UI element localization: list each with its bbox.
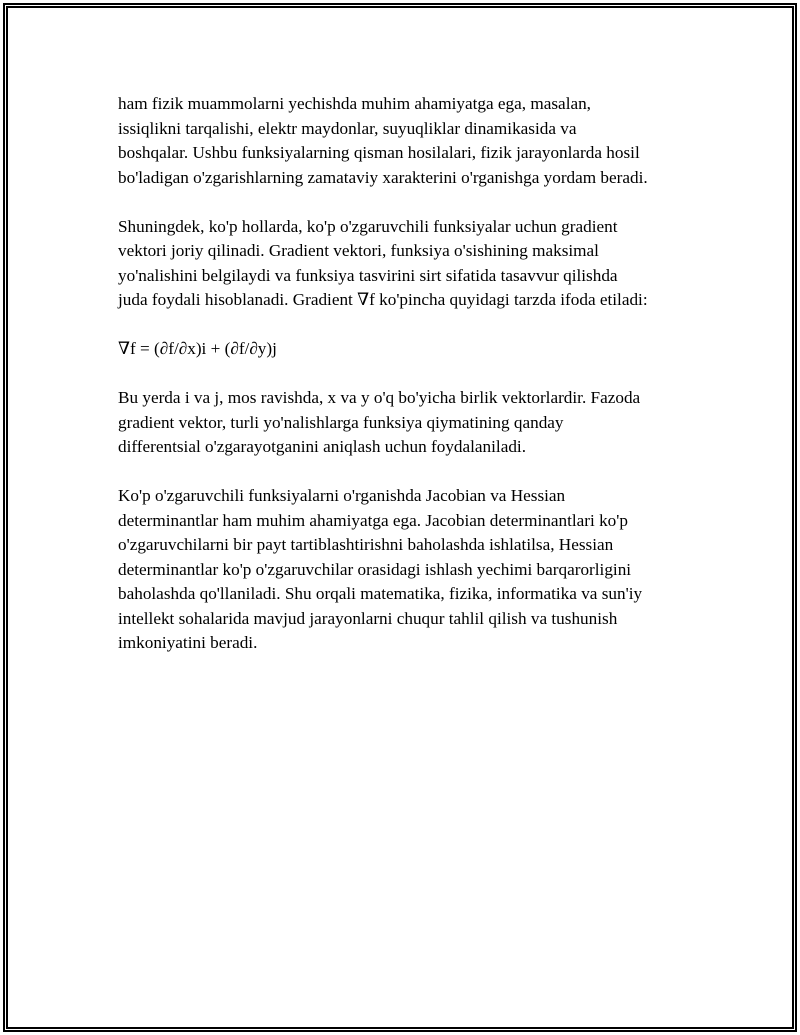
document-body <box>118 92 698 680</box>
paragraph-gradient-intro: Shuningdek, ko'p hollarda, ko'p o'zgaruvchili funksiyalar uchun gradient vektori joriy qilinadi. Gradient vektori, funksiya o'sishining maksimal yo'nalishini belgilaydi va funksiya tasvirini sirt sifatida tasavvur qilishda juda foydali hisoblanadi. Gradient ∇f ko'pincha quyidagi tarzda ifoda etiladi: <box>118 216 648 309</box>
paragraph-partial-derivatives-applications: ham fizik muammolarni yechishda muhim ahamiyatga ega, masalan, issiqlikni tarqalishi, elektr maydonlar, suyuqliklar dinamikasida va boshqalar. Ushbu funksiyalarning qisman hosilalari, fizik jarayonlarda hosil bo'ladigan o'zgarishlarning zamataviy xarakterini o'rganishga yordam beradi. <box>118 94 648 187</box>
gradient-formula: ∇f = (∂f/∂x)i + (∂f/∂y)j <box>118 339 277 358</box>
paragraph-jacobian-hessian: Ko'p o'zgaruvchili funksiyalarni o'rganishda Jacobian va Hessian determinantlar ham muhim ahamiyatga ega. Jacobian determinantlari ko'p o'zgaruvchilarni bir payt tartiblashtirishni baholashda ishlatilsa, Hessian determinantlar ko'p o'zgaruvchilar orasidagi ishlash yechimi barqarorligini baholashda qo'llaniladi. Shu orqali matematika, fizika, informatika va sun'iy intellekt sohalarida mavjud jarayonlarni chuqur tahlil qilish va tushunish imkoniyatini beradi. <box>118 486 643 652</box>
paragraph-unit-vectors: Bu yerda i va j, mos ravishda, x va y o'q bo'yicha birlik vektorlardir. Fazoda gradient vektor, turli yo'nalishlarga funksiya qiymatining qanday differentsial o'zgarayotganini aniqlash uchun foydalaniladi. <box>118 388 641 456</box>
